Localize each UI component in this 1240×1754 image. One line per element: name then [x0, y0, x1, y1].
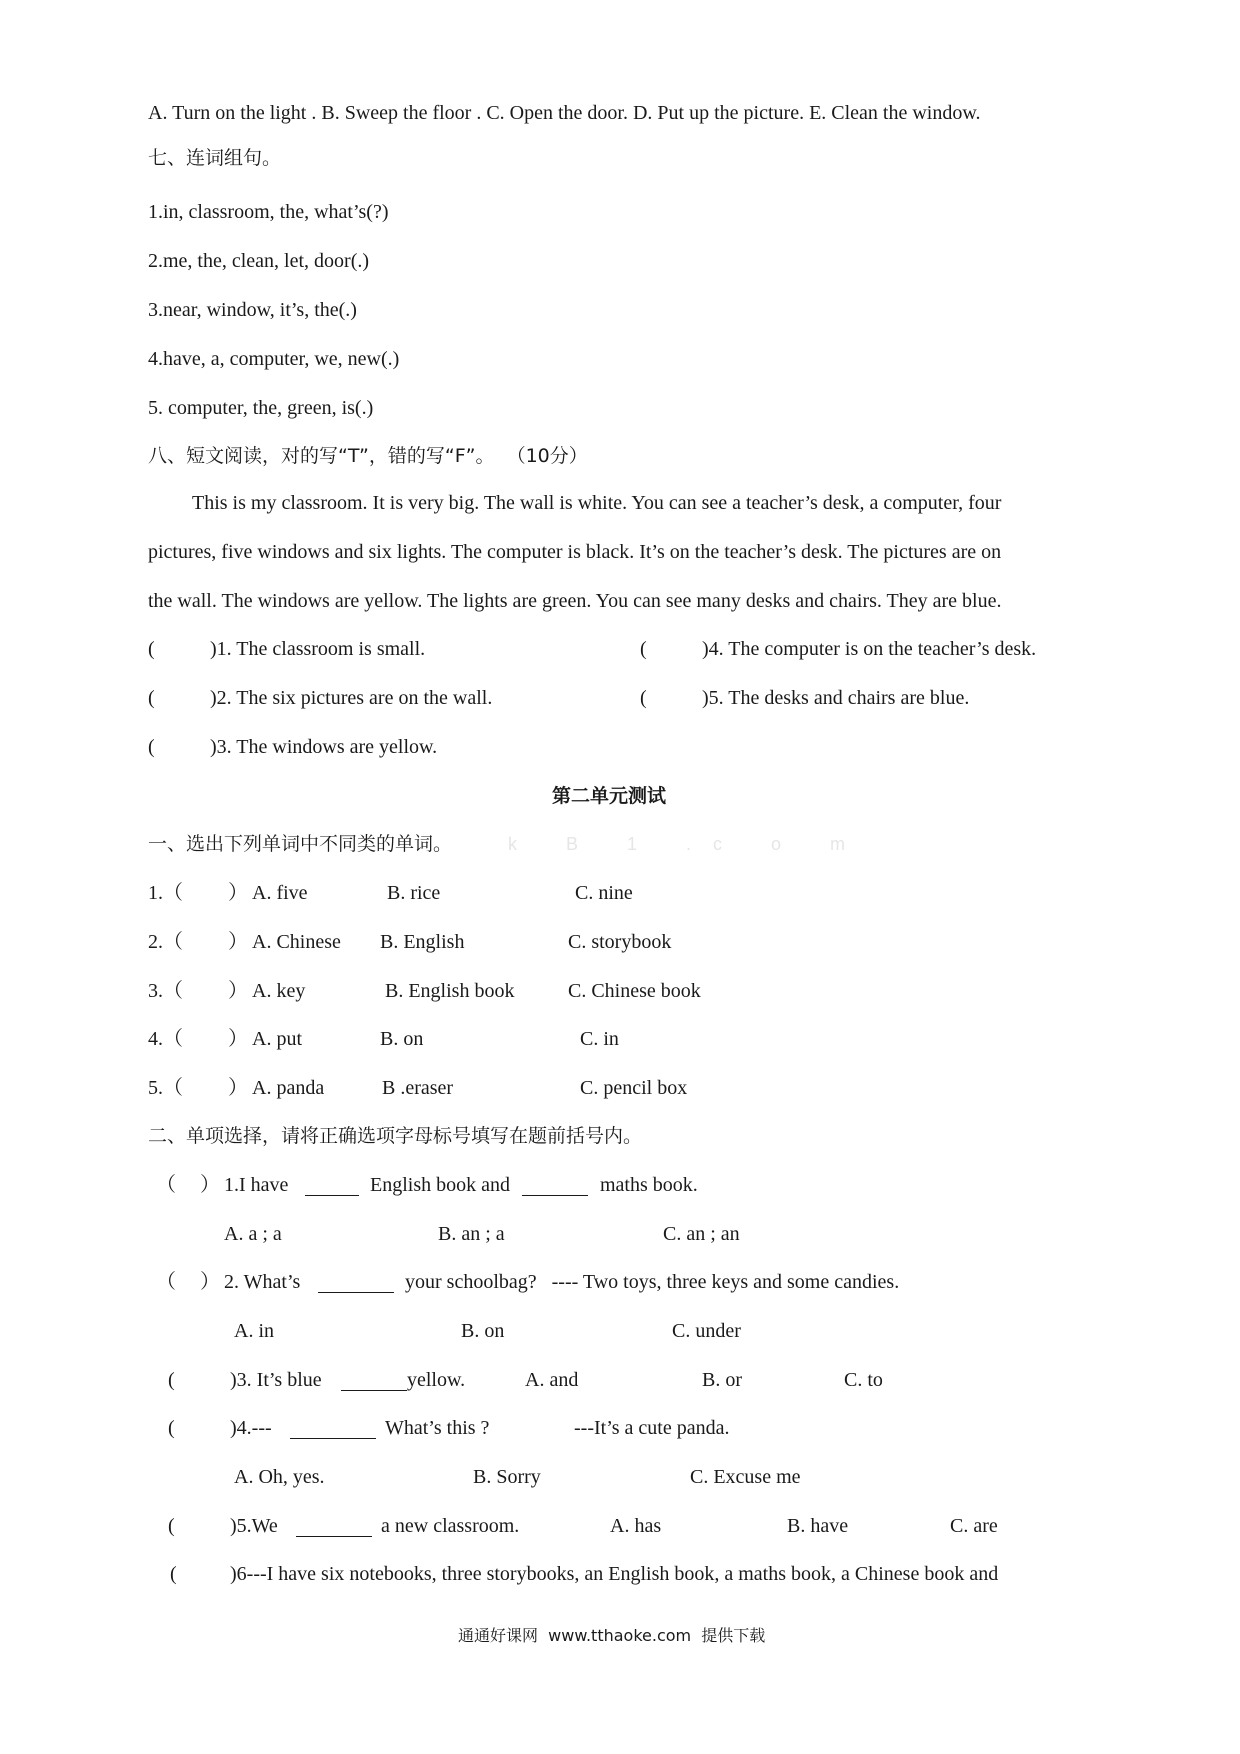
odd-one-out-number: 2.（: [148, 931, 183, 953]
answer-blank[interactable]: [341, 1372, 407, 1391]
tf-question: )1. The classroom is small.: [210, 638, 426, 660]
odd-one-out-number: 5.（: [148, 1077, 183, 1099]
section-7-title: 七、连词组句。: [148, 147, 282, 169]
unit-2-title: 第二单元测试: [552, 785, 667, 807]
footer-credit: 通通好课网 www.tthaoke.com 提供下载: [458, 1626, 766, 1645]
tf-question: )5. The desks and chairs are blue.: [702, 687, 970, 709]
question-text: a new classroom.: [381, 1515, 520, 1537]
option-a: A. and: [525, 1369, 579, 1391]
question-text: )3. It’s blue: [230, 1369, 322, 1391]
option-c: C. to: [844, 1369, 883, 1391]
tf-answer-paren[interactable]: (: [148, 736, 155, 758]
odd-one-out-number: 3.（: [148, 980, 183, 1002]
passage-line: the wall. The windows are yellow. The lights are green. You can see many desks and chairs. They are blue.: [148, 590, 1002, 612]
option-c: C. nine: [575, 882, 633, 904]
answer-paren[interactable]: (: [168, 1417, 175, 1439]
question-text: 2. What’s: [224, 1271, 301, 1293]
answer-paren[interactable]: （: [156, 1271, 176, 1293]
option-b: B. English: [380, 931, 465, 953]
tf-answer-paren[interactable]: (: [148, 687, 155, 709]
option-a: A. five: [252, 882, 308, 904]
option-a: A. Chinese: [252, 931, 341, 953]
answer-blank[interactable]: [305, 1177, 359, 1196]
section-8-title: 八、短文阅读，对的写“T”，错的写“F”。 （10分）: [148, 445, 588, 467]
option-b: B. on: [380, 1028, 424, 1050]
option-c: C. an ; an: [663, 1223, 740, 1245]
sentence-item: 3.near, window, it’s, the(.): [148, 299, 357, 321]
answer-paren[interactable]: (: [168, 1369, 175, 1391]
sentence-item: 1.in, classroom, the, what’s(?): [148, 201, 389, 223]
passage-line: This is my classroom. It is very big. The wall is white. You can see a teacher’s desk, a computer, four: [192, 492, 1002, 514]
option-b: B .eraser: [382, 1077, 454, 1099]
question-text: your schoolbag? ---- Two toys, three keys and some candies.: [405, 1271, 900, 1293]
option-b: B. Sorry: [473, 1466, 541, 1488]
option-a: A. has: [610, 1515, 662, 1537]
option-b: B. have: [787, 1515, 849, 1537]
sentence-item: 2.me, the, clean, let, door(.): [148, 250, 370, 272]
option-c: C. in: [580, 1028, 619, 1050]
question-text: yellow.: [407, 1369, 466, 1391]
question-text: What’s this ?: [385, 1417, 490, 1439]
options-line: A. Turn on the light . B. Sweep the floor . C. Open the door. D. Put up the picture. E. Clean the window.: [148, 102, 981, 124]
passage-line: pictures, five windows and six lights. The computer is black. It’s on the teacher’s desk. The pictures are on: [148, 541, 1002, 563]
odd-one-out-number: 1.（: [148, 882, 183, 904]
answer-paren[interactable]: （: [156, 1174, 176, 1196]
option-c: C. Excuse me: [690, 1466, 801, 1488]
odd-one-out-answer-paren[interactable]: ）: [228, 931, 248, 953]
answer-paren[interactable]: (: [170, 1563, 177, 1585]
tf-question: )3. The windows are yellow.: [210, 736, 438, 758]
answer-blank[interactable]: [290, 1420, 376, 1439]
answer-blank[interactable]: [522, 1177, 588, 1196]
question-text: 1.I have: [224, 1174, 289, 1196]
option-c: C. under: [672, 1320, 741, 1342]
option-a: A. key: [252, 980, 306, 1002]
tf-question: )2. The six pictures are on the wall.: [210, 687, 493, 709]
option-b: B. English book: [385, 980, 515, 1002]
option-c: C. storybook: [568, 931, 672, 953]
option-a: A. Oh, yes.: [234, 1466, 325, 1488]
option-a: A. panda: [252, 1077, 325, 1099]
tf-answer-paren[interactable]: (: [640, 687, 647, 709]
tf-answer-paren[interactable]: (: [148, 638, 155, 660]
question-text: )5.We: [230, 1515, 278, 1537]
question-text: )4.---: [230, 1417, 272, 1439]
answer-blank[interactable]: [296, 1518, 372, 1537]
part-2-title: 二、单项选择，请将正确选项字母标号填写在题前括号内。: [148, 1125, 643, 1147]
answer-paren-close: ）: [200, 1174, 220, 1196]
question-text: maths book.: [600, 1174, 698, 1196]
option-c: C. are: [950, 1515, 998, 1537]
option-b: B. or: [702, 1369, 742, 1391]
option-b: B. on: [461, 1320, 505, 1342]
option-c: C. pencil box: [580, 1077, 688, 1099]
watermark: k B 1 .c o m: [508, 834, 868, 854]
sentence-item: 4.have, a, computer, we, new(.): [148, 348, 400, 370]
part-1-title: 一、选出下列单词中不同类的单词。: [148, 833, 453, 855]
odd-one-out-answer-paren[interactable]: ）: [228, 882, 248, 904]
odd-one-out-number: 4.（: [148, 1028, 183, 1050]
option-a: A. in: [234, 1320, 274, 1342]
answer-paren[interactable]: (: [168, 1515, 175, 1537]
question-text: ---It’s a cute panda.: [574, 1417, 730, 1439]
option-c: C. Chinese book: [568, 980, 701, 1002]
odd-one-out-answer-paren[interactable]: ）: [228, 1028, 248, 1050]
answer-paren-close: ）: [200, 1271, 220, 1293]
option-b: B. an ; a: [438, 1223, 505, 1245]
odd-one-out-answer-paren[interactable]: ）: [228, 1077, 248, 1099]
answer-blank[interactable]: [318, 1274, 394, 1293]
option-a: A. put: [252, 1028, 302, 1050]
tf-question: )4. The computer is on the teacher’s desk.: [702, 638, 1037, 660]
option-a: A. a ; a: [224, 1223, 282, 1245]
odd-one-out-answer-paren[interactable]: ）: [228, 980, 248, 1002]
question-text: English book and: [370, 1174, 510, 1196]
option-b: B. rice: [387, 882, 441, 904]
sentence-item: 5. computer, the, green, is(.): [148, 397, 374, 419]
question-text: )6---I have six notebooks, three storybooks, an English book, a maths book, a Chinese book and: [230, 1563, 999, 1585]
tf-answer-paren[interactable]: (: [640, 638, 647, 660]
